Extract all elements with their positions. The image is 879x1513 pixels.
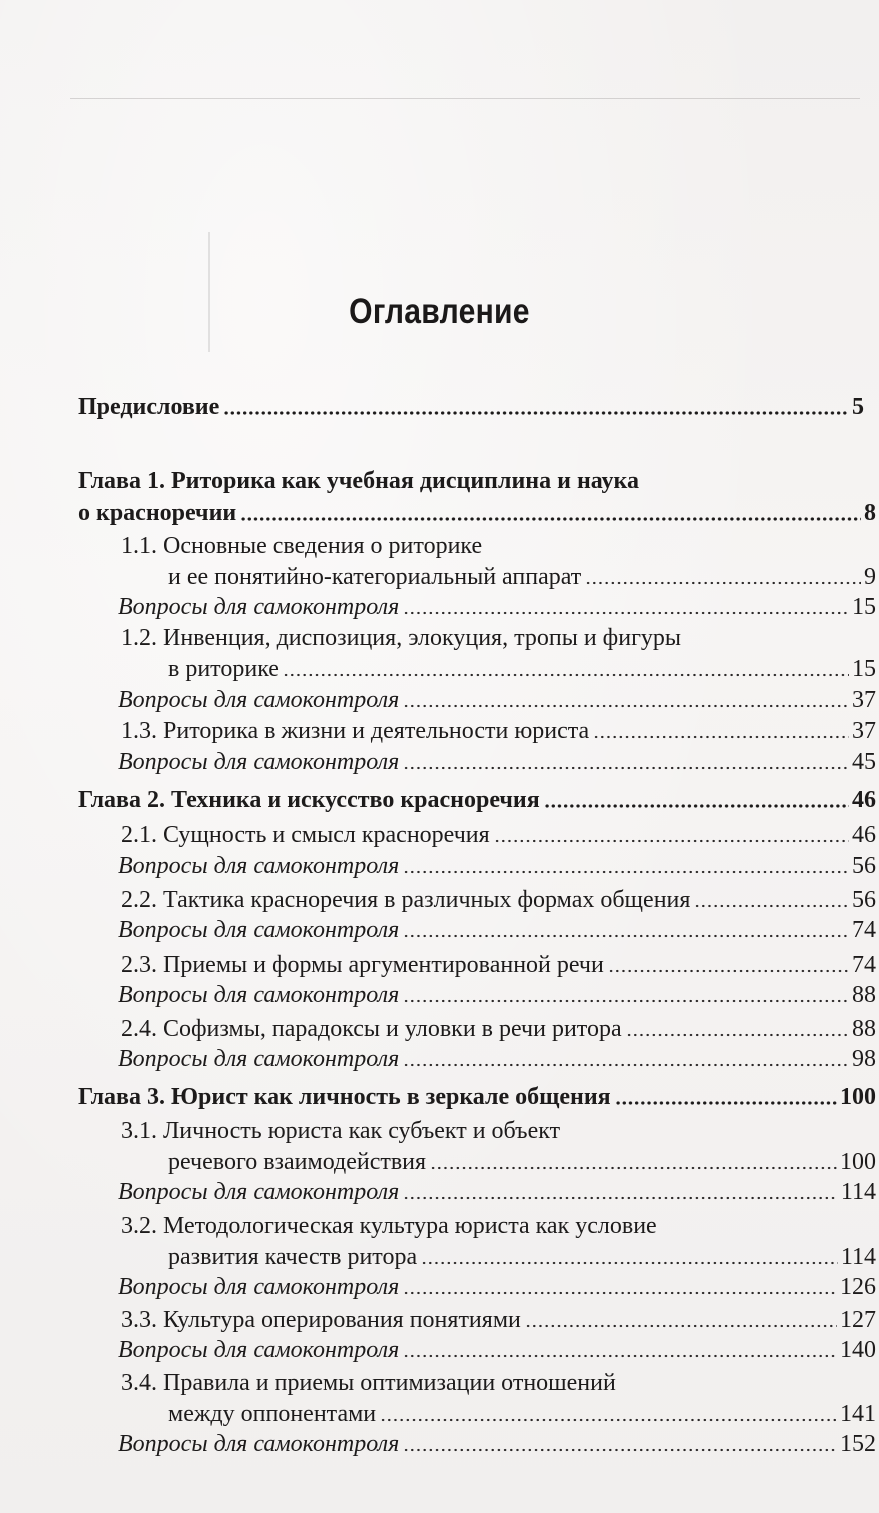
dot-leader (403, 1195, 838, 1201)
toc-entry-questions-2-3[interactable] (118, 980, 876, 1010)
dot-leader (694, 903, 849, 909)
dot-leader (615, 1100, 837, 1106)
toc-page-number: 46 (852, 822, 876, 848)
toc-page-number: 56 (852, 853, 876, 879)
toc-section-3-1-line1[interactable]: 3.1. Личность юриста как субъект и объект (121, 1118, 561, 1144)
dot-leader (403, 610, 849, 616)
toc-entry-questions-2-4[interactable] (118, 1044, 876, 1074)
toc-page-number: 5 (852, 394, 864, 420)
toc-page-number: 37 (852, 687, 876, 713)
dot-leader (240, 516, 861, 522)
toc-entry-title: в риторике (168, 656, 279, 682)
toc-entry-title: Вопросы для самоконтроля (118, 594, 400, 620)
toc-page-number: 9 (864, 564, 876, 590)
toc-page-number: 15 (852, 656, 876, 682)
toc-entry-questions-1-1[interactable] (118, 592, 876, 622)
toc-page-number: 114 (840, 1244, 876, 1270)
toc-entry-section-2-3[interactable] (121, 950, 876, 980)
toc-page-number: 127 (840, 1307, 876, 1333)
toc-entry-section-1-1[interactable] (168, 562, 876, 592)
toc-entry-title: Глава 3. Юрист как личность в зеркале общения (78, 1084, 611, 1110)
toc-page-number: 46 (852, 787, 876, 813)
dot-leader (403, 1353, 837, 1359)
toc-entry-section-1-3[interactable] (121, 716, 876, 746)
toc-entry-questions-1-3[interactable] (118, 747, 876, 777)
toc-entry-title: речевого взаимодействия (168, 1149, 427, 1175)
toc-entry-title: Вопросы для самоконтроля (118, 917, 400, 943)
toc-page-number: 140 (840, 1337, 876, 1363)
toc-entry-title: Глава 2. Техника и искусство красноречия (78, 787, 540, 813)
toc-entry-title: 2.4. Софизмы, парадоксы и уловки в речи ритора (121, 1016, 622, 1042)
toc-entry-title: 2.2. Тактика красноречия в различных формах общения (121, 887, 691, 913)
toc-section-3-4-line1[interactable]: 3.4. Правила и приемы оптимизации отношений (121, 1370, 616, 1396)
toc-page-number: 98 (852, 1046, 876, 1072)
toc-chapter-1-line1[interactable]: Глава 1. Риторика как учебная дисциплина и наука (78, 468, 640, 494)
toc-entry-title: Вопросы для самоконтроля (118, 1046, 400, 1072)
dot-leader (494, 838, 849, 844)
dot-leader (403, 933, 849, 939)
toc-entry-section-3-4[interactable] (168, 1399, 876, 1429)
toc-entry-section-3-1[interactable] (168, 1147, 876, 1177)
page-title: Оглавление (349, 292, 530, 331)
toc-page-number: 56 (852, 887, 876, 913)
toc-entry-questions-1-2[interactable] (118, 685, 876, 715)
toc-entry-questions-2-2[interactable] (118, 915, 876, 945)
toc-entry-title: 1.3. Риторика в жизни и деятельности юриста (121, 718, 590, 744)
toc-page-number: 152 (840, 1431, 876, 1457)
toc-entry-chapter-2[interactable] (78, 785, 876, 815)
dot-leader (626, 1032, 849, 1038)
dot-leader (585, 580, 861, 586)
toc-page-number: 100 (840, 1084, 876, 1110)
toc-page-number: 88 (852, 1016, 876, 1042)
toc-entry-title: 2.3. Приемы и формы аргументированной речи (121, 952, 604, 978)
toc-page-number: 45 (852, 749, 876, 775)
toc-entry-title: Вопросы для самоконтроля (118, 853, 400, 879)
dot-leader (608, 968, 849, 974)
toc-page-number: 74 (852, 917, 876, 943)
toc-entry-questions-3-2[interactable] (118, 1272, 876, 1302)
toc-entry-questions-2-1[interactable] (118, 851, 876, 881)
dot-leader (283, 672, 849, 678)
toc-entry-chapter-1[interactable] (78, 498, 876, 528)
toc-entry-title: Вопросы для самоконтроля (118, 1431, 400, 1457)
toc-entry-title: Вопросы для самоконтроля (118, 687, 400, 713)
toc-entry-title: 3.3. Культура оперирования понятиями (121, 1307, 521, 1333)
toc-entry-preface[interactable] (78, 392, 864, 422)
toc-page-number: 114 (840, 1179, 876, 1205)
toc-entry-title: Вопросы для самоконтроля (118, 1274, 400, 1300)
toc-entry-section-2-1[interactable] (121, 820, 876, 850)
toc-entry-title: Предисловие (78, 394, 220, 420)
toc-entry-title: Вопросы для самоконтроля (118, 1179, 400, 1205)
toc-page-number: 37 (852, 718, 876, 744)
dot-leader (223, 410, 849, 416)
toc-entry-title: между оппонентами (168, 1401, 377, 1427)
dot-leader (525, 1323, 837, 1329)
toc-entry-section-3-3[interactable] (121, 1305, 876, 1335)
toc-entry-title: Вопросы для самоконтроля (118, 982, 400, 1008)
toc-entry-chapter-3[interactable] (78, 1082, 876, 1112)
toc-entry-section-3-2[interactable] (168, 1242, 876, 1272)
toc-page-number: 88 (852, 982, 876, 1008)
toc-entry-section-2-2[interactable] (121, 885, 876, 915)
toc-entry-section-1-2[interactable] (168, 654, 876, 684)
toc-page-number: 141 (840, 1401, 876, 1427)
toc-page-number: 126 (840, 1274, 876, 1300)
toc-section-1-1-line1[interactable]: 1.1. Основные сведения о риторике (121, 533, 483, 559)
dot-leader (544, 803, 849, 809)
dot-leader (403, 869, 849, 875)
toc-entry-title: развития качеств ритора (168, 1244, 418, 1270)
toc-entry-title: 2.1. Сущность и смысл красноречия (121, 822, 490, 848)
toc-page-number: 15 (852, 594, 876, 620)
dot-leader (430, 1165, 837, 1171)
toc-section-1-2-line1[interactable]: 1.2. Инвенция, диспозиция, элокуция, тропы и фигуры (121, 625, 682, 651)
dot-leader (403, 765, 849, 771)
toc-page-number: 74 (852, 952, 876, 978)
dot-leader (403, 1290, 837, 1296)
dot-leader (403, 998, 849, 1004)
toc-entry-title: Вопросы для самоконтроля (118, 1337, 400, 1363)
header-rule (70, 98, 860, 99)
dot-leader (421, 1260, 838, 1266)
toc-entry-section-2-4[interactable] (121, 1014, 876, 1044)
dot-leader (380, 1417, 837, 1423)
toc-page-number: 100 (840, 1149, 876, 1175)
dot-leader (403, 703, 849, 709)
toc-entry-title: о красноречии (78, 500, 237, 526)
toc-page-number: 8 (864, 500, 876, 526)
toc-entry-questions-3-1[interactable] (118, 1177, 876, 1207)
dot-leader (403, 1062, 849, 1068)
toc-entry-title: и ее понятийно-категориальный аппарат (168, 564, 582, 590)
toc-entry-questions-3-3[interactable] (118, 1335, 876, 1365)
toc-section-3-2-line1[interactable]: 3.2. Методологическая культура юриста как условие (121, 1213, 657, 1239)
toc-entry-title: Вопросы для самоконтроля (118, 749, 400, 775)
dot-leader (403, 1447, 837, 1453)
dot-leader (593, 734, 849, 740)
toc-entry-questions-3-4[interactable] (118, 1429, 876, 1459)
